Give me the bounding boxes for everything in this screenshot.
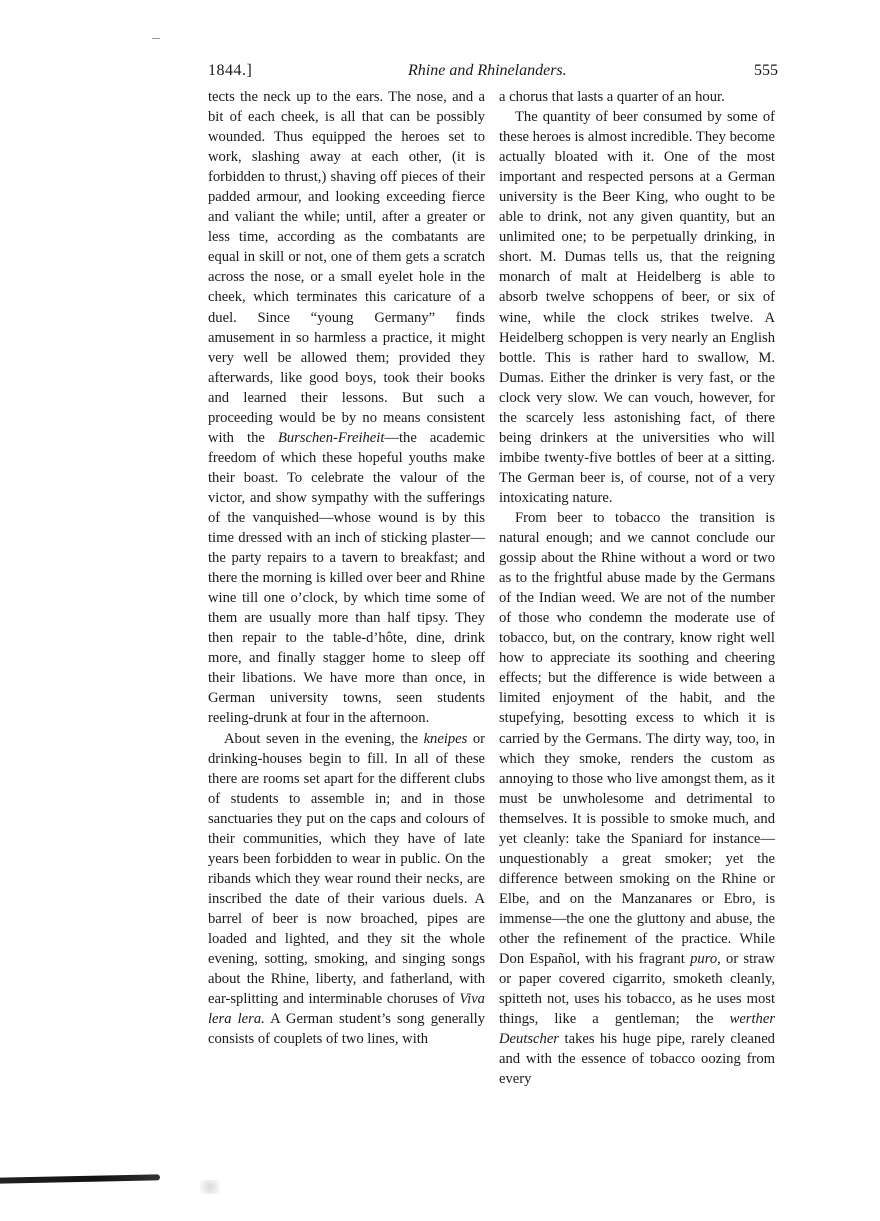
scan-mark [152,38,160,39]
ink-stroke [0,1174,160,1183]
paragraph: About seven in the evening, the kneipes or drinking-houses begin to fill. In all of these there are rooms set apart for the different clubs of students to assemble in; and in those sanctuaries they put on the caps and colours of their communities, which they have of late years been forbidden to wear in public. On the ribands which they wear round their necks, are inscribed the date of their various duels. A barrel of beer is now broached, pipes are loaded and lighted, and they sit the whole evening, sotting, smoking, and singing songs about the Rhine, liberty, and fatherland, with ear-splitting and interminable choruses of Viva lera lera. A German student’s song generally consists of couplets of two lines, with [208,730,485,1048]
header-year: 1844.] [208,62,253,79]
paragraph: a chorus that lasts a quarter of an hour. [499,89,725,105]
right-column [499,87,775,1089]
page-number: 555 [754,62,778,79]
paragraph: From beer to tobacco the transition is natural enough; and we cannot conclude our gossip about the Rhine without a word or two as to the frightful abuse made by the Germans of the Indian weed. We are not of the number of those who condemn the moderate use of tobacco, but, on the contrary, know right well how to appreciate its soothing and cheering effects; but the difference is wide between a limited enjoyment of the habit, and the stupefying, besotting excess to which it is carried by the Germans. The dirty way, too, in which they smoke, renders the custom as annoying to those who live amongst them, as it must be unwholesome and detrimental to themselves. It is possible to smoke much, and yet cleanly: take the Spaniard for instance—unquestionably a great smoker; yet the difference between smoking on the Rhine or Elbe, and on the Manzanares or Ebro, is immense—the one the gluttony and abuse, the other the refinement of the practice. While Don Español, with his fragrant puro, or straw or paper covered cigarrito, smoketh cleanly, spitteth not, uses his tobacco, as he uses most things, like a gentleman; the werther Deutscher takes his huge pipe, rarely cleaned and with the essence of tobacco oozing from every [499,509,776,1088]
paragraph: tects the neck up to the ears. The nose, and a bit of each cheek, is all that can be possibly wounded. Thus equipped the heroes set to work, slashing away at each other, (it is forbidden to thrust,) shaving off pieces of their padded armour, and looking exceeding fierce and valiant the while; until, after a greater or less time, according as the combatants are equal in skill or not, one of them gets a scratch across the nose, or a small eyelet hole in the cheek, which terminates this caricature of a duel. Since “young Germany” finds amusement in so harmless a practice, it might very well be allowed them; provided they afterwards, like good boys, took their books and learned their lessons. But such a proceeding would be by no means consistent with the Burschen-Freiheit—the academic freedom of which these hopeful youths make their boast. To celebrate the valour of the victor, and show sympathy with the sufferings of the vanquished—whose wound is by this time dressed with an inch of sticking plaster—the party repairs to a tavern to breakfast; and there the morning is killed over beer and Rhine wine till one o’clock, by which time some of them are usually more than half tipsy. They then repair to the table-d’hôte, dine, drink more, and finally stagger home to sleep off their libations. We have more than once, in German university towns, seen students reeling-drunk at four in the afternoon. [208,89,485,727]
header-title: Rhine and Rhinelanders. [408,62,567,79]
running-header [208,62,778,84]
paragraph: The quantity of beer consumed by some of these heroes is almost incredible. They become actually bloated with it. One of the most important and respected persons at a German university is the Beer King, who ought to be able to drink, not any given quantity, but an unlimited one; to be perpetually drinking, in short. M. Dumas tells us, that the reigning monarch of malt at Heidelberg is able to absorb twelve schoppens of beer, or six of wine, while the clock strikes twelve. A Heidelberg schoppen is very nearly an English bottle. This is rather hard to swallow, M. Dumas. Either the drinker is very fast, or the clock very slow. We can vouch, however, for the scarcely less astonishing fact, of there being drinkers at the universities who will imbibe twenty-five bottles of beer at a sitting. The German beer is, of course, not of a very intoxicating nature. [499,109,775,506]
left-column [208,87,485,1049]
scan-smudge [200,1180,220,1194]
